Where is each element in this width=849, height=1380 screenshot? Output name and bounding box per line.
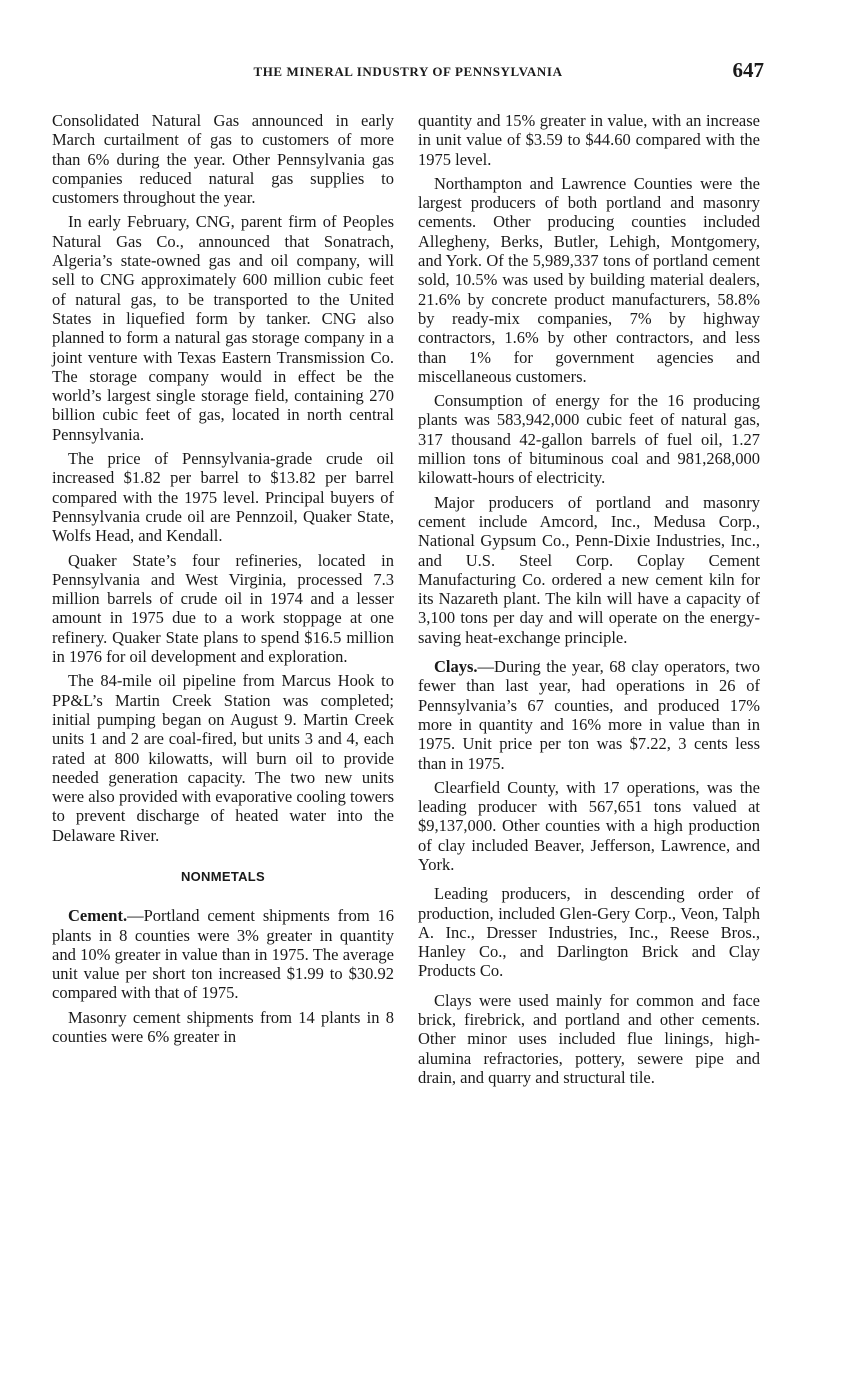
section-heading: NONMETALS: [180, 868, 266, 884]
paragraph: Quaker State’s four refineries, located in Pennsylvania and West Virginia, processed 7.3 million barrels of crude oil in 1974 and a lesser amount in 1975 due to a work stoppage at one refinery. Quaker State plans to spend $16.5 million in 1976 for oil development and exploration.: [52, 550, 394, 667]
paragraph-text: —Portland cement shipments from 16 plants in 8 counties were 3% greater in quantity and 10% greater in value than in 1975. The average unit value per short ton increased $1.99 to $30.92 compared with that of 1975.: [52, 906, 394, 1003]
left-column: [52, 111, 394, 1051]
running-head: THE MINERAL INDUSTRY OF PENNSYLVANIA: [253, 64, 563, 79]
paragraph-cement: [52, 906, 394, 1002]
paragraph: The 84-mile oil pipeline from Marcus Hook to PP&L’s Martin Creek Station was completed; initial pumping began on August 9. Martin Creek units 1 and 2 are coal-fired, but units 3 and 4, each rated at 800 kilowatts, will burn oil to provide needed generation capacity. The two new units were also provided with evaporative cooling towers to prevent discharge of heated water into the Delaware River.: [52, 671, 394, 845]
paragraph: Masonry cement shipments from 14 plants in 8 counties were 6% greater in: [52, 1007, 394, 1047]
paragraph: quantity and 15% greater in value, with an increase in unit value of $3.59 to $44.60 compared with the 1975 level.: [418, 111, 760, 169]
paragraph: Consolidated Natural Gas announced in early March curtailment of gas to customers of more than 6% during the year. Other Pennsylvania gas companies reduced natural gas supplies to customers throughout the year.: [52, 111, 394, 208]
paragraph: Clays were used mainly for common and face brick, firebrick, and portland and other cements. Other minor uses included flue linings, high-alumina refractories, pottery, sewere pipe and drain, and quarry and structural tile.: [418, 990, 760, 1087]
paragraph-clays: [418, 657, 760, 773]
paragraph: Consumption of energy for the 16 producing plants was 583,942,000 cubic feet of natural gas, 317 thousand 42-gallon barrels of fuel oil, 1.27 million tons of bituminous coal and 981,268,000 kilowatt-hours of electricity.: [418, 391, 760, 488]
paragraph: Leading producers, in descending order of production, included Glen-Gery Corp., Veon, Talph A. Inc., Dresser Industries, Inc., Reese Bros., Hanley Co., and Darlington Brick and Clay Products Co.: [418, 884, 760, 981]
paragraph: Major producers of portland and masonry cement include Amcord, Inc., Medusa Corp., National Gypsum Co., Penn-Dixie Industries, Inc., and U.S. Steel Corp. Coplay Cement Manufacturing Co. ordered a new cement kiln for its Nazareth plant. The kiln will have a capacity of 3,100 tons per day and will operate on the energy-saving heat-exchange principle.: [418, 492, 760, 647]
right-column: [418, 111, 760, 1092]
page-header: [52, 58, 764, 88]
runin-heading: Clays.: [434, 657, 478, 677]
paragraph: Clearfield County, with 17 operations, was the leading producer with 567,651 tons valued at $9,137,000. Other counties with a high production of clay included Beaver, Jefferson, Lawrence, and York.: [418, 777, 760, 874]
page-number: 647: [732, 58, 764, 82]
paragraph: Northampton and Lawrence Counties were the largest producers of both portland and masonry cements. Other producing counties included Allegheny, Berks, Butler, Lehigh, Montgomery, and York. Of the 5,989,337 tons of portland cement sold, 10.5% was used by building material dealers, 21.6% by concrete product manufacturers, 58.8% by ready-mix companies, 7% by highway contractors, 1.6% by other contractors, and less than 1% for government agencies and miscellaneous customers.: [418, 173, 760, 386]
paragraph: In early February, CNG, parent firm of Peoples Natural Gas Co., announced that Sonatrach, Algeria’s state-owned gas and oil company, will sell to CNG approximately 600 million cubic feet of natural gas, to be transported to the United States in liquefied form by tanker. CNG also planned to form a natural gas storage company in a joint venture with Texas Eastern Transmission Co. The storage company would in effect be the world’s largest single storage field, containing 270 billion cubic feet of gas, located in north central Pennsylvania.: [52, 212, 394, 444]
paragraph: The price of Pennsylvania-grade crude oil increased $1.82 per barrel to $13.82 per barrel compared with the 1975 level. Principal buyers of Pennsylvania crude oil are Pennzoil, Quaker State, Wolfs Head, and Kendall.: [52, 449, 394, 546]
paragraph-text: —During the year, 68 clay operators, two fewer than last year, had operations in 26 of Pennsylvania’s 67 counties, and produced 17% more in quantity and 16% more in value than in 1975. Unit price per ton was $7.22, 3 cents less than in 1975.: [418, 657, 760, 773]
runin-heading: Cement.: [68, 906, 128, 926]
